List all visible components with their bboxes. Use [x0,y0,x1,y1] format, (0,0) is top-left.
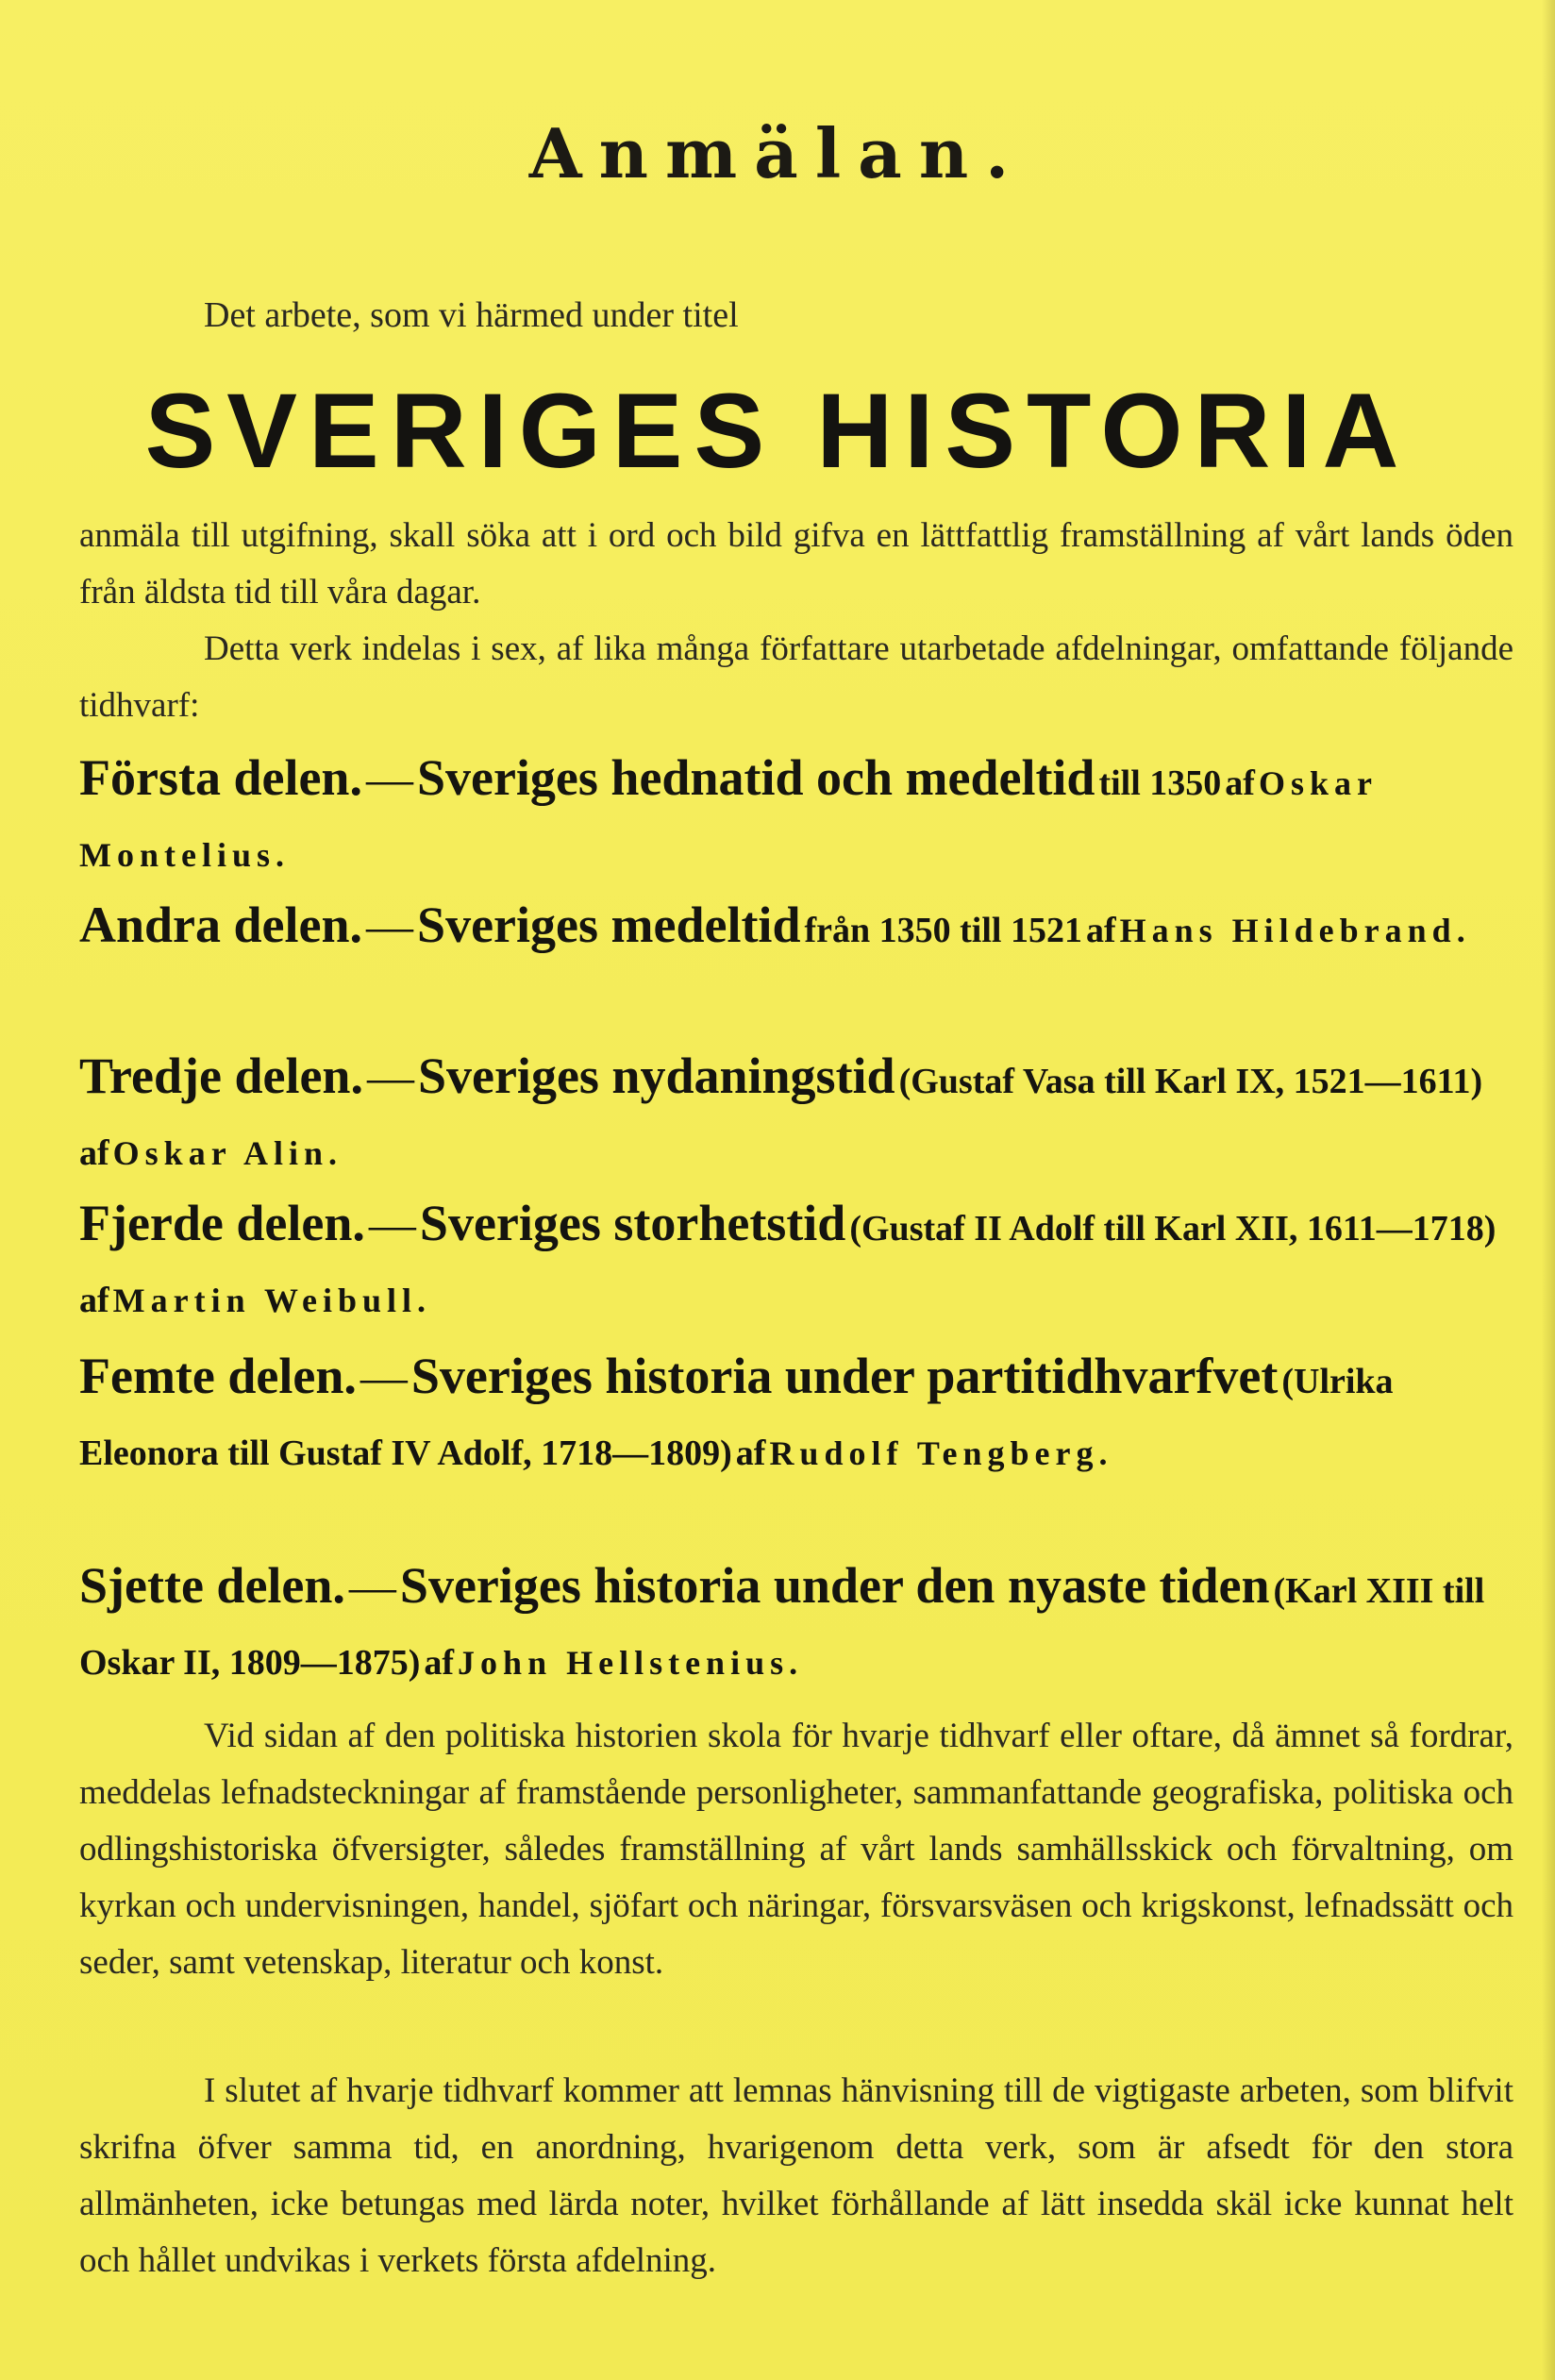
paragraph-1-text: anmäla till utgifning, skall söka att i ord och bild gifva en lättfattlig framställning af vårt lands öden från äldsta tid till våra dagar. [79,516,1513,612]
part-title: Sveriges storhetstid [419,1195,846,1251]
part-by: af [1085,911,1116,950]
part-dash: — [366,899,414,952]
part-3 [79,1044,1513,1193]
part-period: (Gustaf Vasa till Karl IX, 1521—1611) [898,1062,1483,1101]
paragraph-1 [79,508,1513,621]
part-title: Sveriges nydaningstid [417,1048,895,1104]
paragraph-3-text: Vid sidan af den politiska historien skola för hvarje tidhvarf eller oftare, då ämnet så fordrar, meddelas lefnadsteckningar af framstående personligheter, sammanfattande geografiska, politiska och odlingshistoriska öfversigter, således framställning af vårt lands samhällsskick och förvaltning, om kyrkan och undervisningen, handel, sjöfart och näringar, försvarsväsen och krigskonst, lefnadssätt och seder, samt vetenskap, literatur och konst. [79,1717,1513,1982]
part-by: af [79,1281,109,1320]
part-author: Martin Weibull. [112,1282,432,1319]
part-4 [79,1191,1513,1340]
page-edge-shadow [1542,0,1555,2380]
part-label: Första delen. [79,749,362,806]
part-title: Sveriges hednatid och medeltid [416,749,1095,806]
part-label: Femte delen. [79,1348,357,1404]
part-period: från 1350 till 1521 [804,911,1082,950]
part-label: Andra delen. [79,897,363,953]
part-dash: — [366,1050,414,1103]
part-title: Sveriges historia under partitidhvarfvet [410,1348,1279,1404]
part-period: (Karl XIII till Oskar II, 1809—1875) [79,1571,1485,1683]
paragraph-2-text: Detta verk indelas i sex, af lika många författare utarbetade afdelningar, omfattande följande tidhvarf: [79,629,1513,725]
part-1 [79,746,1513,895]
part-by: af [735,1433,766,1473]
part-dash: — [368,1198,416,1250]
part-label: Tredje delen. [79,1048,363,1104]
part-title: Sveriges medeltid [417,897,801,953]
part-by: af [79,1133,109,1173]
part-period: till 1350 [1098,763,1222,803]
paragraph-4 [79,2063,1513,2289]
paragraph-3 [79,1708,1513,1991]
part-author: Oskar Montelius. [79,764,1378,874]
intro-line: Det arbete, som vi härmed under titel [204,295,739,335]
part-dash: — [365,752,413,805]
paragraph-4-text: I slutet af hvarje tidhvarf kommer att lemnas hänvisning till de vigtigaste arbeten, som blifvit skrifna öfver samma tid, en anordning, hvarigenom detta verk, som är afsedt för den stora allmänheten, icke betungas med lärda noter, hvilket förhållande af lätt insedda skäl icke kunnat helt och hållet undvikas i verkets första afdelning. [79,2071,1513,2280]
part-label: Fjerde delen. [79,1195,365,1251]
part-author: Hans Hildebrand. [1119,912,1471,949]
part-author: Rudolf Tengberg. [769,1434,1113,1472]
part-dash: — [348,1560,396,1613]
part-2 [79,893,1513,970]
work-title: SVERIGES HISTORIA [144,372,1411,490]
part-label: Sjette delen. [79,1557,345,1614]
part-author: John Hellstenius. [458,1644,804,1682]
part-title: Sveriges historia under den nyaste tiden [399,1557,1270,1614]
page-heading: Anmälan. [528,113,1027,193]
part-6 [79,1553,1513,1702]
part-by: af [1225,763,1255,803]
part-period: (Gustaf II Adolf till Karl XII, 1611—1718) [849,1209,1496,1249]
part-dash: — [359,1350,408,1403]
paragraph-2 [79,621,1513,734]
part-period: (Ulrika Eleonora till Gustaf IV Adolf, 1718—1809) [79,1362,1394,1473]
part-by: af [424,1643,455,1683]
part-5 [79,1344,1513,1493]
part-author: Oskar Alin. [112,1134,343,1172]
